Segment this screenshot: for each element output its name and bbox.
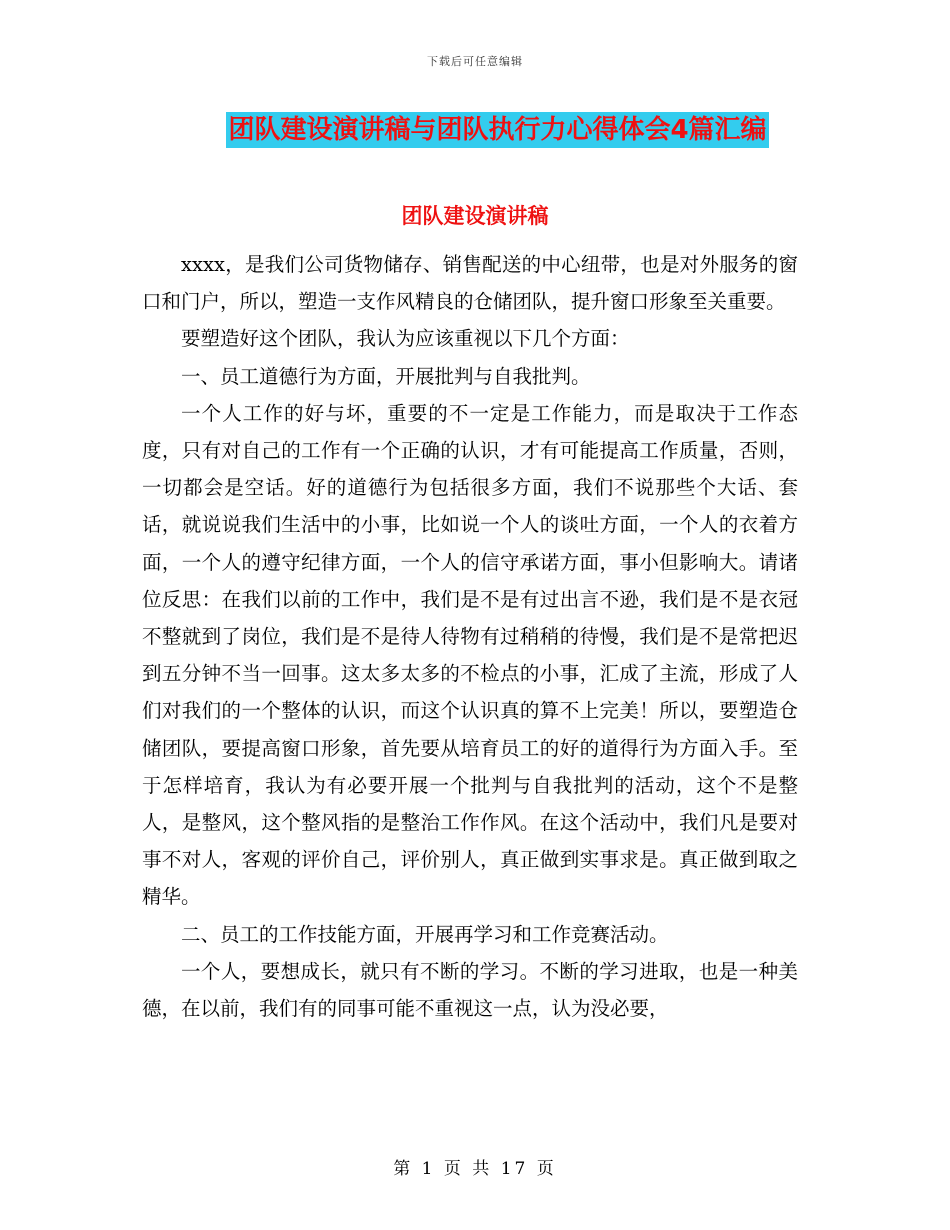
paragraph-2: 要塑造好这个团队，我认为应该重视以下几个方面： xyxy=(181,327,630,351)
paragraph-6: 一个人，要想成长，就只有不断的学习。不断的学习进取，也是一种美德，在以前，我们有的同事可能不重视这一点，认为没必要， xyxy=(142,959,798,1021)
page-number-footer: 第 1 页 共 17 页 xyxy=(393,1159,557,1179)
document-title: 团队建设演讲稿与团队执行力心得体会4篇汇编 xyxy=(226,112,768,148)
paragraph-5: 二、员工的工作技能方面，开展再学习和工作竞赛活动。 xyxy=(181,922,669,946)
paragraph-1: xxxx，是我们公司货物储存、销售配送的中心纽带，也是对外服务的窗口和门户，所以，塑造一支作风精良的仓储团队，提升窗口形象至关重要。 xyxy=(142,253,798,314)
document-title-container xyxy=(0,112,950,148)
section-title: 团队建设演讲稿 xyxy=(401,204,549,228)
paragraph-4: 一个人工作的好与坏，重要的不一定是工作能力，而是取决于工作态度，只有对自己的工作有一个正确的认识，才有可能提高工作质量，否则，一切都会是空话。好的道德行为包括很多方面，我们不说那些个大话、套话，就说说我们生活中的小事，比如说一个人的谈吐方面，一个人的衣着方面，一个人的遵守纪律方面，一个人的信守承诺方面，事小但影响大。请诸位反思：在我们以前的工作中，我们是不是有过出言不逊，我们是不是衣冠不整就到了岗位，我们是不是待人待物有过稍稍的待慢，我们是不是常把迟到五分钟不当一回事。这太多太多的不检点的小事，汇成了主流，形成了人们对我们的一个整体的认识，而这个认识真的算不上完美！所以，要塑造仓储团队，要提高窗口形象，首先要从培育员工的好的道得行为方面入手。至于怎样培育，我认为有必要开展一个批判与自我批判的活动，这个不是整人，是整风，这个整风指的是整治工作作风。在这个活动中，我们凡是要对事不对人，客观的评价自己，评价别人，真正做到实事求是。真正做到取之精华。 xyxy=(142,401,798,909)
document-body xyxy=(142,246,798,1027)
paragraph-3: 一、员工道德行为方面，开展批判与自我批判。 xyxy=(181,364,591,388)
page-header-note: 下载后可任意编辑 xyxy=(427,55,523,68)
